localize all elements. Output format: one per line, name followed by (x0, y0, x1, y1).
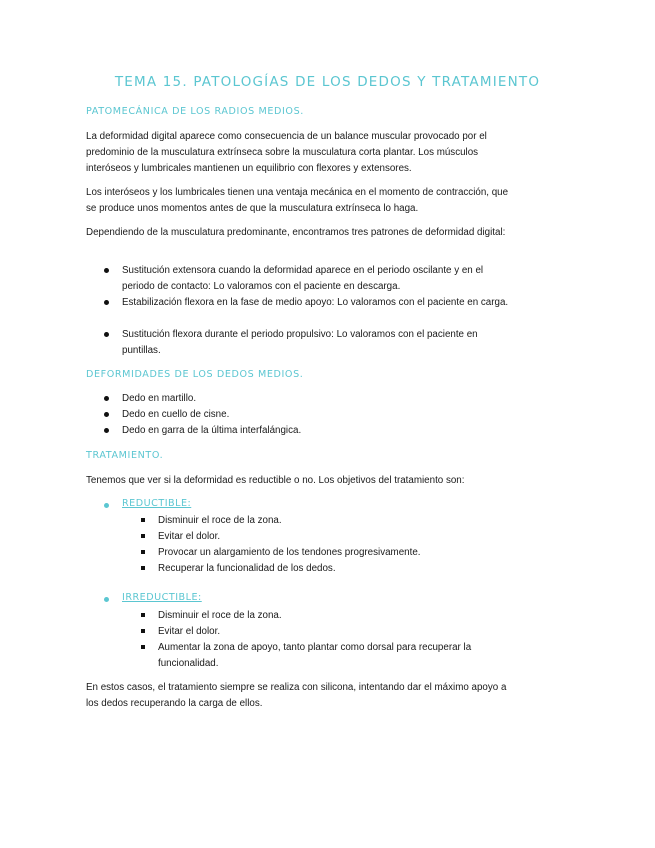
bullet-dot (104, 428, 109, 433)
bullet-dot (104, 597, 109, 602)
list-item-cuello-cisne: Dedo en cuello de cisne. (122, 409, 230, 420)
bullet-dot (104, 412, 109, 417)
list-item-irreductible-2: Evitar el dolor. (158, 626, 221, 637)
list-item-estabilizacion-flexora: Estabilización flexora en la fase de medio apoyo: Lo valoramos con el paciente en carga. (122, 297, 509, 308)
bullet-square (141, 518, 145, 522)
section-heading-deformidades: DEFORMIDADES DE LOS DEDOS MEDIOS. (86, 369, 304, 380)
section-heading-tratamiento: TRATAMIENTO. (86, 450, 164, 461)
list-item-irreductible-1: Disminuir el roce de la zona. (158, 610, 282, 621)
list-item-sustitucion-extensora: Sustitución extensora cuando la deformidad aparece en el periodo oscilante y en el periodo de contacto: Lo valoramos con el paciente en descarga. (122, 265, 484, 292)
list-item-reductible-2: Evitar el dolor. (158, 531, 221, 542)
page-title: TEMA 15. PATOLOGÍAS DE LOS DEDOS Y TRATAMIENTO (114, 74, 541, 90)
paragraph-balance-muscular: La deformidad digital aparece como consecuencia de un balance muscular provocado por el predominio de la musculatura extrínseca sobre la musculatura corta plantar. Los músculos interóseos y lumbricales mantienen un equilibrio con flexores y extensores. (86, 131, 487, 174)
list-item-sustitucion-flexora: Sustitución flexora durante el periodo propulsivo: Lo valoramos con el paciente en puntillas. (122, 329, 478, 356)
bullet-dot (104, 396, 109, 401)
bullet-square (141, 613, 145, 617)
paragraph-patrones: Dependiendo de la musculatura predominante, encontramos tres patrones de deformidad digital: (86, 227, 506, 238)
list-item-reductible-1: Disminuir el roce de la zona. (158, 515, 282, 526)
list-item-reductible-3: Provocar un alargamiento de los tendones progresivamente. (158, 547, 421, 558)
list-item-dedo-martillo: Dedo en martillo. (122, 393, 197, 404)
list-item-reductible-4: Recuperar la funcionalidad de los dedos. (158, 563, 336, 574)
subheading-irreductible: IRREDUCTIBLE: (122, 592, 202, 603)
section-heading-patomecanica: PATOMECÁNICA DE LOS RADIOS MEDIOS. (86, 106, 304, 117)
bullet-dot (104, 268, 109, 273)
bullet-square (141, 645, 145, 649)
paragraph-interoseos: Los interóseos y los lumbricales tienen una ventaja mecánica en el momento de contracción, que se produce unos momentos antes de que la musculatura extrínseca lo haga. (86, 187, 509, 214)
bullet-square (141, 534, 145, 538)
bullet-dot (104, 332, 109, 337)
bullet-dot (104, 300, 109, 305)
bullet-square (141, 550, 145, 554)
bullet-dot (104, 503, 109, 508)
paragraph-silicona: En estos casos, el tratamiento siempre se realiza con silicona, intentando dar el máximo apoyo a los dedos recuperando la carga de ellos. (86, 682, 507, 709)
list-item-irreductible-3: Aumentar la zona de apoyo, tanto plantar como dorsal para recuperar la funcionalidad. (158, 642, 472, 669)
subheading-reductible: REDUCTIBLE: (122, 498, 192, 509)
list-item-dedo-garra: Dedo en garra de la última interfalángica. (122, 425, 302, 436)
bullet-square (141, 566, 145, 570)
bullet-square (141, 629, 145, 633)
paragraph-objetivos: Tenemos que ver si la deformidad es reductible o no. Los objetivos del tratamiento son: (86, 475, 465, 486)
